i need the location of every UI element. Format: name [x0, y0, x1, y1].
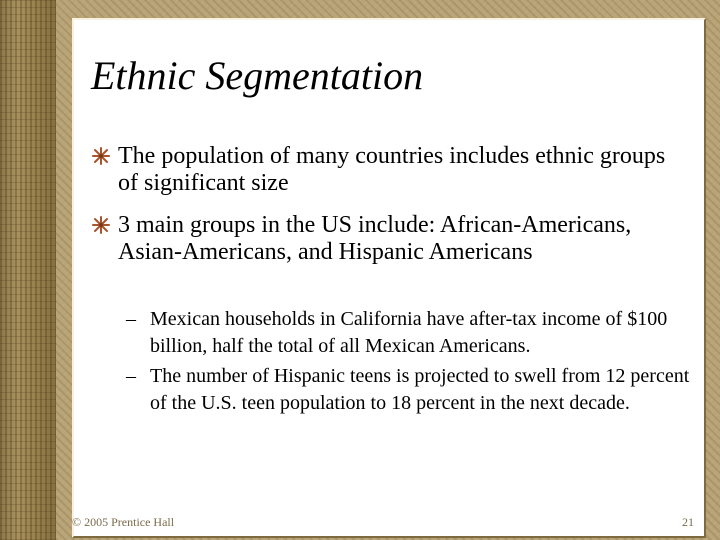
sub-bullet-text: Mexican households in California have after-tax income of $100 billion, half the total of all Mexican Americans. — [150, 308, 668, 357]
dash-marker: – — [126, 365, 136, 387]
dash-marker: – — [126, 308, 136, 330]
left-decorative-strip — [0, 0, 56, 540]
bullet-text: 3 main groups in the US include: African-Americans, Asian-Americans, and Hispanic Americans — [118, 212, 632, 265]
page-number: 21 — [682, 515, 694, 529]
bullet-text: The population of many countries includes ethnic groups of significant size — [118, 143, 666, 196]
starburst-bullet-icon — [92, 147, 110, 165]
sub-bullet-text: The number of Hispanic teens is projected to swell from 12 percent of the U.S. teen population to 18 percent in the next decade. — [150, 365, 690, 414]
footer-copyright: © 2005 Prentice Hall — [72, 515, 175, 529]
starburst-bullet-icon — [92, 216, 110, 234]
slide-title: Ethnic Segmentation — [91, 53, 424, 98]
